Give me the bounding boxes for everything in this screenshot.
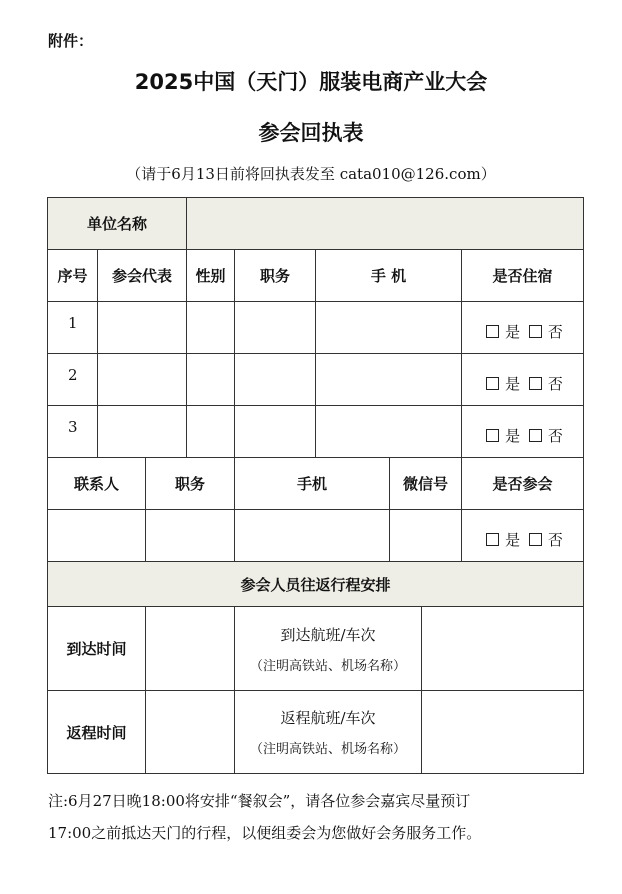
delegate-mobile-field[interactable] — [316, 354, 462, 406]
footnote-line-2: 17:00之前抵达天门的行程，以便组委会为您做好会务服务工作。 — [48, 824, 482, 842]
delegate-gender-field[interactable] — [187, 354, 235, 406]
header-attending: 是否参会 — [462, 458, 584, 510]
header-wechat: 微信号 — [390, 458, 462, 510]
contact-mobile-field[interactable] — [235, 510, 390, 562]
return-time-label: 返程时间 — [48, 691, 146, 774]
return-flight-note: （注明高铁站、机场名称） — [250, 742, 407, 757]
delegate-serial: 1 — [48, 302, 98, 354]
travel-section-row — [48, 562, 584, 607]
contact-row — [48, 510, 584, 562]
return-time-field[interactable] — [146, 691, 235, 774]
header-serial: 序号 — [48, 250, 98, 302]
yes-label: 是 — [505, 323, 521, 341]
delegate-mobile-field[interactable] — [316, 302, 462, 354]
yes-label: 是 — [505, 531, 521, 549]
arrival-flight-label — [235, 607, 422, 691]
no-label: 否 — [547, 531, 563, 549]
unit-name-field[interactable] — [187, 198, 584, 250]
return-flight-title: 返程航班/车次 — [280, 709, 376, 727]
contact-header-row — [48, 458, 584, 510]
unit-name-label: 单位名称 — [48, 198, 187, 250]
document-subtitle: 参会回执表 — [258, 121, 364, 145]
yes-label: 是 — [505, 375, 521, 393]
header-position: 职务 — [235, 250, 316, 302]
arrival-flight-title: 到达航班/车次 — [280, 625, 376, 644]
delegate-row — [48, 354, 584, 406]
document-title: 2025中国（天门）服装电商产业大会 — [134, 70, 488, 94]
delegate-header-row — [48, 250, 584, 302]
yes-checkbox[interactable] — [486, 377, 499, 390]
attending-choice — [462, 510, 584, 562]
accommodation-choice — [462, 302, 584, 354]
no-checkbox[interactable] — [529, 533, 542, 546]
yes-label: 是 — [505, 427, 521, 445]
header-contact: 联系人 — [48, 458, 146, 510]
contact-position-field[interactable] — [146, 510, 235, 562]
delegate-row — [48, 302, 584, 354]
delegate-serial: 2 — [48, 354, 98, 406]
travel-section-label: 参会人员往返行程安排 — [48, 562, 584, 607]
delegate-name-field[interactable] — [98, 406, 187, 458]
no-checkbox[interactable] — [529, 429, 542, 442]
attachment-label: 附件： — [48, 32, 94, 50]
footnote-line-1: 注:6月27日晚18:00将安排“餐叙会”，请各位参会嘉宾尽量预订 — [48, 792, 471, 810]
unit-name-row — [48, 198, 584, 250]
arrival-flight-note: （注明高铁站、机场名称） — [250, 658, 407, 674]
delegate-position-field[interactable] — [235, 302, 316, 354]
return-flight-field[interactable] — [422, 691, 584, 774]
no-label: 否 — [547, 375, 563, 393]
return-flight-label — [235, 691, 422, 774]
no-checkbox[interactable] — [529, 377, 542, 390]
arrival-time-label: 到达时间 — [48, 607, 146, 691]
header-contact-mobile: 手机 — [235, 458, 390, 510]
submission-instruction: （请于6月13日前将回执表发至 cata010@126.com） — [126, 165, 496, 183]
yes-checkbox[interactable] — [486, 429, 499, 442]
accommodation-choice — [462, 406, 584, 458]
yes-checkbox[interactable] — [486, 533, 499, 546]
delegate-gender-field[interactable] — [187, 406, 235, 458]
delegate-gender-field[interactable] — [187, 302, 235, 354]
delegate-row — [48, 406, 584, 458]
contact-wechat-field[interactable] — [390, 510, 462, 562]
registration-form-table — [47, 197, 584, 774]
header-gender: 性别 — [187, 250, 235, 302]
header-accommodation: 是否住宿 — [462, 250, 584, 302]
delegate-position-field[interactable] — [235, 406, 316, 458]
arrival-flight-field[interactable] — [422, 607, 584, 691]
yes-checkbox[interactable] — [486, 325, 499, 338]
footnote — [48, 785, 588, 849]
no-label: 否 — [547, 427, 563, 445]
arrival-row — [48, 607, 584, 691]
delegate-mobile-field[interactable] — [316, 406, 462, 458]
header-mobile: 手 机 — [316, 250, 462, 302]
delegate-serial: 3 — [48, 406, 98, 458]
no-label: 否 — [547, 323, 563, 341]
no-checkbox[interactable] — [529, 325, 542, 338]
return-row — [48, 691, 584, 774]
delegate-position-field[interactable] — [235, 354, 316, 406]
header-delegate: 参会代表 — [98, 250, 187, 302]
arrival-time-field[interactable] — [146, 607, 235, 691]
contact-name-field[interactable] — [48, 510, 146, 562]
delegate-name-field[interactable] — [98, 302, 187, 354]
accommodation-choice — [462, 354, 584, 406]
header-contact-position: 职务 — [146, 458, 235, 510]
delegate-name-field[interactable] — [98, 354, 187, 406]
